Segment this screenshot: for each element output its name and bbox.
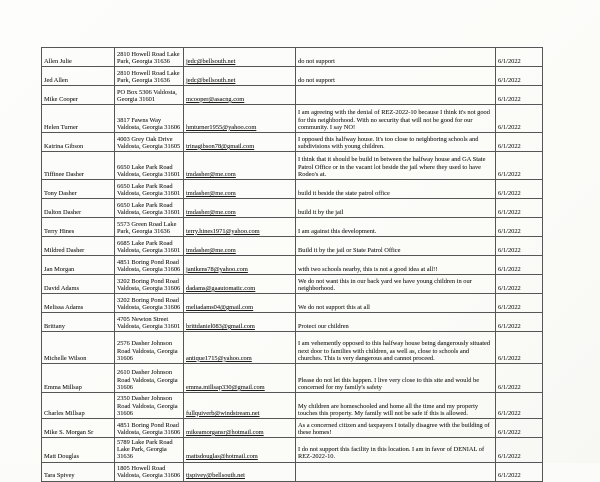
table-row bbox=[42, 256, 543, 275]
cell-email: tmdasher@me.com bbox=[184, 180, 296, 199]
cell-comment: We do not want this in our back yard we have young children in our neighborhood. bbox=[296, 275, 496, 294]
cell-address: 3817 Fawns Way Valdosta, Georgia 31606 bbox=[115, 105, 184, 133]
table-row bbox=[42, 237, 543, 256]
cell-name: Emma Millsap bbox=[42, 364, 115, 393]
cell-name: Mildred Dasher bbox=[42, 237, 115, 256]
cell-email: trinagibson78@gmail.com bbox=[184, 133, 296, 152]
cell-date: 6/1/2022 bbox=[496, 199, 543, 218]
table-row bbox=[42, 332, 543, 364]
cell-address: 4851 Boring Pond Road Valdosta, Georgia 31606 bbox=[115, 256, 184, 275]
cell-date: 6/1/2022 bbox=[496, 105, 543, 133]
cell-date: 6/1/2022 bbox=[496, 48, 543, 67]
cell-address: 6650 Lake Park Road Valdosta, Georgia 31601 bbox=[115, 199, 184, 218]
table-row bbox=[42, 152, 543, 180]
cell-name: David Adams bbox=[42, 275, 115, 294]
cell-date: 6/1/2022 bbox=[496, 133, 543, 152]
table-row bbox=[42, 180, 543, 199]
cell-address: 6650 Lake Park Road Valdosta, Georgia 31601 bbox=[115, 152, 184, 180]
cell-comment: Protect our children bbox=[296, 313, 496, 332]
cell-comment: do not support bbox=[296, 67, 496, 86]
cell-comment: build it by the jail bbox=[296, 199, 496, 218]
cell-comment: My children are homeschooled and home all the time and my property touches this property. My family will not be safe if this is allowed. bbox=[296, 393, 496, 419]
cell-date: 6/1/2022 bbox=[496, 438, 543, 463]
cell-email: tjspivey@bellsouth.net bbox=[184, 462, 296, 481]
cell-name: Mike S. Morgan Sr bbox=[42, 419, 115, 438]
cell-address: 3202 Boring Pond Road Valdosta, Georgia 31606 bbox=[115, 275, 184, 294]
cell-email: meliadams04@gmail.com bbox=[184, 294, 296, 313]
cell-date: 6/1/2022 bbox=[496, 152, 543, 180]
cell-address: 2350 Dasher Johnson Road Valdosta, Georgia 31606 bbox=[115, 393, 184, 419]
cell-email: tmdasher@me.com bbox=[184, 199, 296, 218]
cell-date: 6/1/2022 bbox=[496, 237, 543, 256]
cell-address: 1805 Howell Road Valdosta, Georgia 31606 bbox=[115, 462, 184, 481]
cell-name: Jed Allen bbox=[42, 67, 115, 86]
cell-comment: I do not support this facility in this location. I am in favor of DENIAL of REZ-2022-10. bbox=[296, 438, 496, 463]
table-row bbox=[42, 105, 543, 133]
cell-name: Melissa Adams bbox=[42, 294, 115, 313]
cell-address: 4003 Grey Oak Drive Valdosta, Georgia 31605 bbox=[115, 133, 184, 152]
cell-address: 2576 Dasher Johnson Road Valdosta, Georgia 31606 bbox=[115, 332, 184, 364]
table-row bbox=[42, 218, 543, 237]
cell-name: Mike Cooper bbox=[42, 86, 115, 105]
public-comments-table bbox=[41, 47, 543, 482]
cell-address: 3202 Boring Pond Road Valdosta, Georgia 31606 bbox=[115, 294, 184, 313]
cell-comment bbox=[296, 462, 496, 481]
cell-comment: I am against this development. bbox=[296, 218, 496, 237]
table-row bbox=[42, 86, 543, 105]
cell-comment: I opposed this halfway house. It's too close to neighboring schools and subdivisions with young children. bbox=[296, 133, 496, 152]
cell-address: 2810 Howell Road Lake Park, Georgia 31636 bbox=[115, 48, 184, 67]
cell-date: 6/1/2022 bbox=[496, 393, 543, 419]
cell-date: 6/1/2022 bbox=[496, 218, 543, 237]
cell-name: Charles Millsap bbox=[42, 393, 115, 419]
cell-name: Helen Turner bbox=[42, 105, 115, 133]
cell-date: 6/1/2022 bbox=[496, 275, 543, 294]
cell-name: Allen Julie bbox=[42, 48, 115, 67]
table-row bbox=[42, 133, 543, 152]
cell-date: 6/1/2022 bbox=[496, 419, 543, 438]
cell-date: 6/1/2022 bbox=[496, 294, 543, 313]
table-row bbox=[42, 67, 543, 86]
cell-email: fullquiverb@windstream.net bbox=[184, 393, 296, 419]
cell-address: 2610 Dasher Johnson Road Valdosta, Georgia 31606 bbox=[115, 364, 184, 393]
table-row bbox=[42, 313, 543, 332]
cell-email: terry.hines1971@yahoo.com bbox=[184, 218, 296, 237]
table-row bbox=[42, 275, 543, 294]
table-row bbox=[42, 48, 543, 67]
cell-name: Tony Dasher bbox=[42, 180, 115, 199]
table-row bbox=[42, 438, 543, 463]
cell-address: 6650 Lake Park Road Valdosta, Georgia 31601 bbox=[115, 180, 184, 199]
cell-comment: Build it by the jail or State Patrol Office bbox=[296, 237, 496, 256]
cell-email: emma.millsap330@gmail.com bbox=[184, 364, 296, 393]
cell-address: 5789 Lake Park Road Lake Park, Georgia 31636 bbox=[115, 438, 184, 463]
cell-comment: Please do not let this happen. I live very close to this site and would be concerned for my family's safety bbox=[296, 364, 496, 393]
cell-email: hmturner1955@yahoo.com bbox=[184, 105, 296, 133]
cell-email: tmdasher@me.com bbox=[184, 237, 296, 256]
cell-date: 6/1/2022 bbox=[496, 256, 543, 275]
table-row bbox=[42, 393, 543, 419]
cell-comment bbox=[296, 86, 496, 105]
cell-name: Terry Hines bbox=[42, 218, 115, 237]
cell-date: 6/1/2022 bbox=[496, 332, 543, 364]
cell-name: Katrina Gibson bbox=[42, 133, 115, 152]
cell-email: mattsdouglas@hotmail.com bbox=[184, 438, 296, 463]
cell-date: 6/1/2022 bbox=[496, 180, 543, 199]
cell-email: antique1715@yahoo.com bbox=[184, 332, 296, 364]
cell-comment: I am vehemently opposed to this halfway house being dangerously situated next door to families with children, as well as, close to schools and churches. This is very dangerous and cannot proceed. bbox=[296, 332, 496, 364]
table-row bbox=[42, 419, 543, 438]
cell-date: 6/1/2022 bbox=[496, 462, 543, 481]
cell-comment: with two schools nearby, this is not a good idea at all!! bbox=[296, 256, 496, 275]
cell-date: 6/1/2022 bbox=[496, 67, 543, 86]
cell-comment: do not support bbox=[296, 48, 496, 67]
table-row bbox=[42, 462, 543, 481]
cell-date: 6/1/2022 bbox=[496, 86, 543, 105]
cell-email: tmdasher@me.com bbox=[184, 152, 296, 180]
cell-email: dadams@gaautomatic.com bbox=[184, 275, 296, 294]
cell-comment: I am agreeing with the denial of REZ-2022-10 because I think it's not good for this neighborhood. With no security that will not be good for our community. I say NO! bbox=[296, 105, 496, 133]
cell-comment: build it beside the state patrol office bbox=[296, 180, 496, 199]
cell-address: 5573 Green Road Lake Park, Georgia 31636 bbox=[115, 218, 184, 237]
cell-comment: We do not support this at all bbox=[296, 294, 496, 313]
cell-name: Dalton Dasher bbox=[42, 199, 115, 218]
cell-email: brittdaniel083@gmail.com bbox=[184, 313, 296, 332]
cell-name: Michelle Wilson bbox=[42, 332, 115, 364]
cell-email: jedc@bellsouth.net bbox=[184, 67, 296, 86]
cell-address: 6685 Lake Park Road Valdosta, Georgia 31601 bbox=[115, 237, 184, 256]
cell-address: 4851 Boring Pond Road Valdosta, Georgia 31606 bbox=[115, 419, 184, 438]
cell-date: 6/1/2022 bbox=[496, 313, 543, 332]
cell-email: mikeamorgansr@hotmail.com bbox=[184, 419, 296, 438]
cell-name: Tiffinee Dasher bbox=[42, 152, 115, 180]
cell-name: Brittany bbox=[42, 313, 115, 332]
cell-email: mcooper@asacng.com bbox=[184, 86, 296, 105]
cell-email: jedc@bellsouth.net bbox=[184, 48, 296, 67]
table-row bbox=[42, 364, 543, 393]
cell-name: Tara Spivey bbox=[42, 462, 115, 481]
cell-address: 2810 Howell Road Lake Park, Georgia 31636 bbox=[115, 67, 184, 86]
cell-date: 6/1/2022 bbox=[496, 364, 543, 393]
comments-table-body bbox=[42, 48, 543, 482]
cell-name: Jan Morgan bbox=[42, 256, 115, 275]
table-row bbox=[42, 294, 543, 313]
cell-email: janikens78@yahoo.com bbox=[184, 256, 296, 275]
cell-comment: As a concerned citizen and taxpayers I totally disagree with the building of these homes! bbox=[296, 419, 496, 438]
cell-address: 4705 Newton Street Valdosta, Georgia 31601 bbox=[115, 313, 184, 332]
table-row bbox=[42, 199, 543, 218]
cell-address: PO Box 5306 Valdosta, Georgia 31601 bbox=[115, 86, 184, 105]
cell-name: Matt Douglas bbox=[42, 438, 115, 463]
cell-comment: I think that it should be build in between the halfway house and GA State Patrol Office or in the vacant lot beside the jail where they used to have Rodeo's at. bbox=[296, 152, 496, 180]
